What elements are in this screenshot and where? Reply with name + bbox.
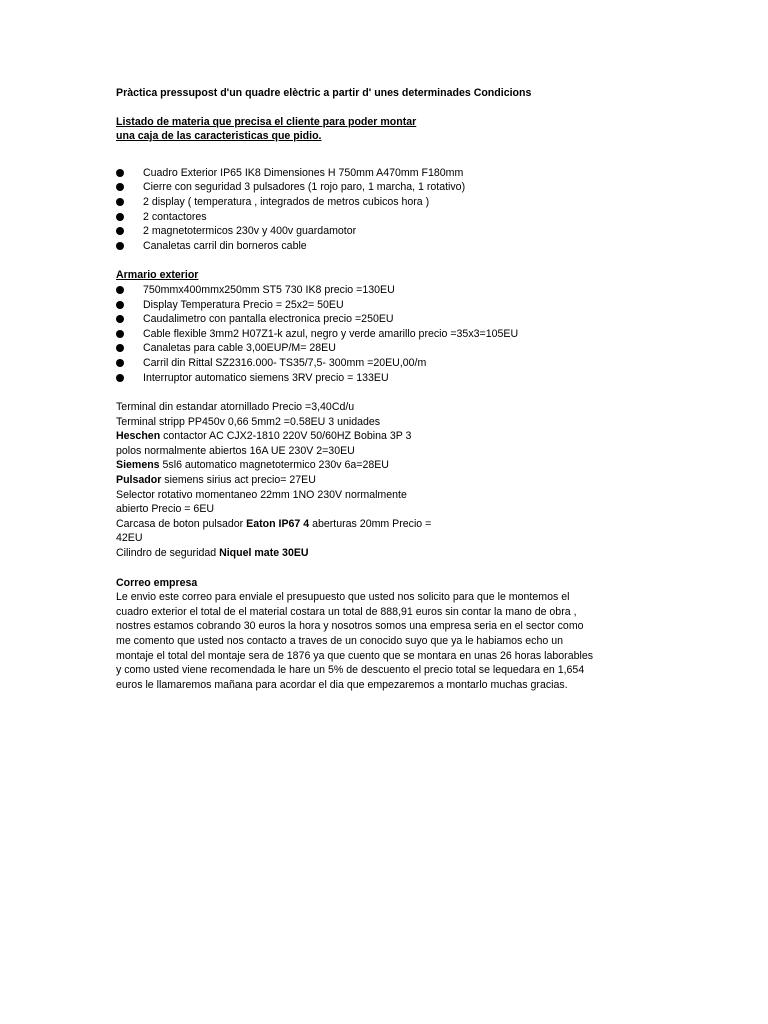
list-item (116, 312, 676, 327)
listado-heading-line2: una caja de las caracteristicas que pidio. (116, 130, 322, 143)
selector-line2: abierto Precio = 6EU (116, 503, 215, 516)
pulsador-label: Pulsador (116, 474, 162, 487)
bullet-icon (116, 242, 124, 250)
correo-line: y como usted viene recomendada le hare un 5% de descuento el precio total se lequedara en 1,654 (116, 664, 585, 677)
bullet-icon (116, 315, 124, 323)
list-item (116, 356, 676, 371)
pulsador-text: siemens sirius act precio= 27EU (161, 474, 316, 487)
list-item (116, 327, 676, 342)
bullet-icon (116, 286, 124, 294)
correo-line: euros le llamaremos mañana para acordar el dia que empezaremos a montarlo muchas gracias. (116, 678, 568, 691)
list-item-text: Canaletas carril din borneros cable (143, 239, 307, 252)
correo-heading: Correo empresa (116, 576, 198, 589)
list-item (116, 224, 676, 239)
heschen-line2: polos normalmente abiertos 16A UE 230V 2=30EU (116, 444, 355, 457)
bullet-icon (116, 374, 124, 382)
bullet-icon (116, 213, 124, 221)
list-item (116, 283, 676, 298)
list-item-text: 750mmx400mmx250mm ST5 730 IK8 precio =130EU (143, 283, 395, 296)
bullet-icon (116, 359, 124, 367)
bullet-icon (116, 330, 124, 338)
list-item (116, 371, 676, 386)
siemens-brand: Siemens (116, 459, 160, 472)
document-title: Pràctica pressupost d'un quadre elèctric a partir d' unes determinades Condicions (116, 87, 532, 99)
listado-list (116, 166, 676, 254)
cilindro-pre: Cilindro de seguridad (116, 547, 220, 560)
listado-heading-line1: Listado de materia que precisa el cliente para poder montar (116, 115, 417, 128)
correo-body (116, 590, 676, 692)
list-item (116, 180, 676, 195)
list-item (116, 210, 676, 225)
siemens-text: 5sl6 automatico magnetotermico 230v 6a=28EU (159, 459, 389, 472)
bullet-icon (116, 169, 124, 177)
list-item-text: 2 magnetotermicos 230v y 400v guardamotor (143, 225, 357, 238)
list-item-text: Cierre con seguridad 3 pulsadores (1 rojo paro, 1 marcha, 1 rotativo) (143, 181, 466, 194)
correo-line: me comento que usted nos contacto a traves de un conocido suyo que ya le habiamos echo un (116, 635, 563, 647)
list-item (116, 239, 676, 254)
list-item-text: Cuadro Exterior IP65 IK8 Dimensiones H 750mm A470mm F180mm (143, 166, 464, 179)
list-item (116, 298, 676, 313)
list-item-text: Carril din Rittal SZ2316.000- TS35/7,5- 300mm =20EU,00/m (143, 356, 427, 369)
heschen-brand: Heschen (116, 430, 161, 443)
carcasa-text: aberturas 20mm Precio = (309, 517, 432, 530)
armario-list (116, 283, 676, 385)
correo-line: Le envio este correo para enviale el presupuesto que usted nos solicito para que le montemos el (116, 591, 570, 604)
cilindro-bold: Niquel mate 30EU (219, 547, 309, 560)
cilindro-line (116, 546, 676, 561)
bullet-icon (116, 301, 124, 309)
bullet-icon (116, 198, 124, 206)
list-item-text: Canaletas para cable 3,00EUP/M= 28EU (143, 342, 336, 355)
correo-line: cuadro exterior el total de el material costara un total de 888,91 euros sin contar la mano de obra , (116, 605, 577, 618)
bullet-icon (116, 183, 124, 191)
bullet-icon (116, 344, 124, 352)
carcasa-brand: Eaton IP67 4 (246, 517, 310, 530)
document-content (116, 86, 676, 692)
siemens-line (116, 458, 676, 473)
list-item-text: 2 contactores (143, 210, 207, 223)
terminal-din-line: Terminal din estandar atornillado Precio =3,40Cd/u (116, 401, 355, 414)
pulsador-line (116, 473, 676, 488)
list-item (116, 195, 676, 210)
terminal-stripp-line: Terminal stripp PP450v 0,66 5mm2 =0.58EU 3 unidades (116, 415, 381, 428)
selector-line1: Selector rotativo momentaneo 22mm 1NO 230V normalmente (116, 488, 407, 501)
heschen-text: contactor AC CJX2-1810 220V 50/60HZ Bobina 3P 3 (160, 430, 412, 443)
armario-heading: Armario exterior (116, 269, 199, 282)
correo-line: nostres estamos cobrando 30 euros la hora y nosotros somos una empresa seria en el sector como (116, 620, 584, 633)
bullet-icon (116, 227, 124, 235)
correo-line: montaje el total del montaje sera de 1876 ya que cuento que se montara en unas 26 horas laborables (116, 649, 594, 662)
list-item-text: Interruptor automatico siemens 3RV precio = 133EU (143, 371, 389, 384)
list-item-text: Cable flexible 3mm2 H07Z1-k azul, negro y verde amarillo precio =35x3=105EU (143, 327, 519, 340)
list-item (116, 166, 676, 181)
list-item (116, 341, 676, 356)
heschen-line (116, 429, 676, 444)
carcasa-line2: 42EU (116, 532, 143, 545)
carcasa-pre: Carcasa de boton pulsador (116, 517, 247, 530)
list-item-text: Caudalimetro con pantalla electronica precio =250EU (143, 313, 394, 326)
list-item-text: 2 display ( temperatura , integrados de metros cubicos hora ) (143, 195, 430, 208)
list-item-text: Display Temperatura Precio = 25x2= 50EU (143, 298, 344, 311)
carcasa-line (116, 517, 676, 532)
